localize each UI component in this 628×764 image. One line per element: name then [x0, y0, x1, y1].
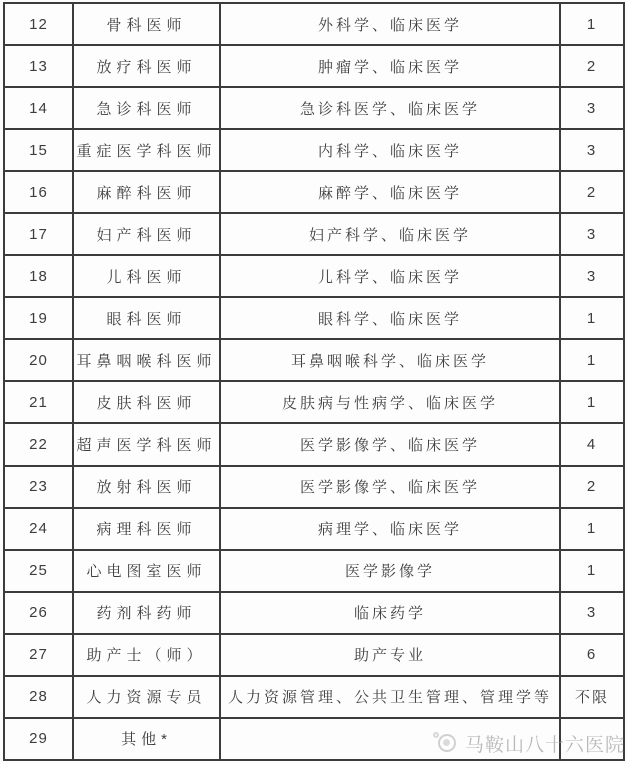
- watermark: [433, 730, 625, 757]
- count-cell: 1: [560, 508, 624, 550]
- major-cell: 内科学、临床医学: [220, 129, 560, 171]
- major-cell: 病理学、临床医学: [220, 508, 560, 550]
- table-row: [4, 339, 624, 381]
- position-cell: 骨科医师: [73, 3, 220, 45]
- position-cell: 重症医学科医师: [73, 129, 220, 171]
- position-cell: 急诊科医师: [73, 87, 220, 129]
- position-cell: 麻醉科医师: [73, 171, 220, 213]
- table-row: [4, 634, 624, 676]
- row-number-cell: 20: [4, 339, 73, 381]
- major-cell: 皮肤病与性病学、临床医学: [220, 381, 560, 423]
- major-cell: 医学影像学: [220, 550, 560, 592]
- row-number-cell: 12: [4, 3, 73, 45]
- count-cell: 1: [560, 381, 624, 423]
- count-cell: 1: [560, 297, 624, 339]
- position-cell: 放射科医师: [73, 466, 220, 508]
- position-cell: 儿科医师: [73, 255, 220, 297]
- position-cell: 人力资源专员: [73, 676, 220, 718]
- table-row: [4, 508, 624, 550]
- count-cell: 3: [560, 592, 624, 634]
- count-cell: 3: [560, 255, 624, 297]
- major-cell: 麻醉学、临床医学: [220, 171, 560, 213]
- table-row: [4, 381, 624, 423]
- row-number-cell: 29: [4, 718, 73, 760]
- count-cell: 3: [560, 129, 624, 171]
- row-number-cell: 27: [4, 634, 73, 676]
- row-number-cell: 28: [4, 676, 73, 718]
- major-cell: 急诊科医学、临床医学: [220, 87, 560, 129]
- position-cell: 放疗科医师: [73, 45, 220, 87]
- table-row: [4, 297, 624, 339]
- count-cell: 2: [560, 466, 624, 508]
- row-number-cell: 22: [4, 423, 73, 465]
- position-cell: 超声医学科医师: [73, 423, 220, 465]
- position-cell: 病理科医师: [73, 508, 220, 550]
- table-row: [4, 129, 624, 171]
- watermark-logo-icon: [433, 731, 458, 756]
- row-number-cell: 15: [4, 129, 73, 171]
- count-cell: 1: [560, 3, 624, 45]
- count-cell: 3: [560, 213, 624, 255]
- recruitment-table: [3, 2, 625, 761]
- row-number-cell: 23: [4, 466, 73, 508]
- major-cell: 医学影像学、临床医学: [220, 466, 560, 508]
- table-row: [4, 423, 624, 465]
- position-cell: 心电图室医师: [73, 550, 220, 592]
- major-cell: 眼科学、临床医学: [220, 297, 560, 339]
- table-row: [4, 466, 624, 508]
- row-number-cell: 14: [4, 87, 73, 129]
- position-cell: 耳鼻咽喉科医师: [73, 339, 220, 381]
- count-cell: 不限: [560, 676, 624, 718]
- major-cell: 医学影像学、临床医学: [220, 423, 560, 465]
- table-body: [4, 3, 624, 760]
- position-cell: 妇产科医师: [73, 213, 220, 255]
- count-cell: 6: [560, 634, 624, 676]
- table-row: [4, 550, 624, 592]
- major-cell: 耳鼻咽喉科学、临床医学: [220, 339, 560, 381]
- count-cell: 2: [560, 171, 624, 213]
- table-row: [4, 87, 624, 129]
- position-cell: 药剂科药师: [73, 592, 220, 634]
- row-number-cell: 25: [4, 550, 73, 592]
- position-cell: 眼科医师: [73, 297, 220, 339]
- position-cell: 其他*: [73, 718, 220, 760]
- table-row: [4, 676, 624, 718]
- table-row: [4, 45, 624, 87]
- major-cell: 临床药学: [220, 592, 560, 634]
- major-cell: 肿瘤学、临床医学: [220, 45, 560, 87]
- table-row: [4, 171, 624, 213]
- row-number-cell: 18: [4, 255, 73, 297]
- row-number-cell: 16: [4, 171, 73, 213]
- position-cell: 皮肤科医师: [73, 381, 220, 423]
- count-cell: 3: [560, 87, 624, 129]
- count-cell: 4: [560, 423, 624, 465]
- row-number-cell: 24: [4, 508, 73, 550]
- major-cell: 妇产科学、临床医学: [220, 213, 560, 255]
- watermark-text: 马鞍山八十六医院: [464, 735, 625, 756]
- major-cell: 儿科学、临床医学: [220, 255, 560, 297]
- row-number-cell: 26: [4, 592, 73, 634]
- table-row: [4, 213, 624, 255]
- count-cell: 1: [560, 550, 624, 592]
- row-number-cell: 21: [4, 381, 73, 423]
- row-number-cell: 19: [4, 297, 73, 339]
- count-cell: 1: [560, 339, 624, 381]
- table-row: [4, 3, 624, 45]
- table-row: [4, 255, 624, 297]
- major-cell: 助产专业: [220, 634, 560, 676]
- count-cell: 2: [560, 45, 624, 87]
- row-number-cell: 13: [4, 45, 73, 87]
- table-row: [4, 592, 624, 634]
- major-cell: 人力资源管理、公共卫生管理、管理学等: [220, 676, 560, 718]
- major-cell: 外科学、临床医学: [220, 3, 560, 45]
- position-cell: 助产士（师）: [73, 634, 220, 676]
- row-number-cell: 17: [4, 213, 73, 255]
